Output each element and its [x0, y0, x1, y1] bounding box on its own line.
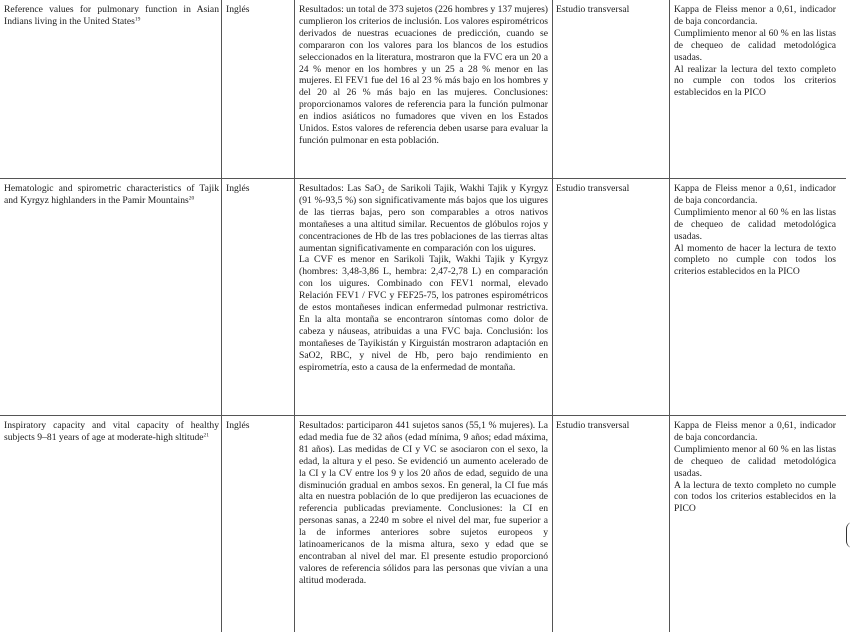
- results-text: Resultados: un total de 373 sujetos (226 hombres y 137 mujeres) cumplieron los criterios de inclusión. Los valores espirométricos derivados de nuestras ecuaciones de predicción, cuando se compararon con los valores para los blancos de los estudios seleccionados en la literatura, mostraron que la FVC era un 20 a 24 % menor en los hombres y un 25 a 28 % menor en las mujeres. El FEV1 fue del 16 al 23 % más bajo en los hombres y del 20 al 26 % más bajo en las mujeres. Conclusiones: proporcionamos valores de referencia para la función pulmonar en indios asiáticos no fumadores que viven en los Estados Unidos. Estos valores de referencia deben usarse para evaluar la función pulmonar en esta población.: [299, 4, 548, 146]
- results-cell: [299, 1, 548, 147]
- quality-note: Al momento de hacer la lectura de texto completo no cumple con todos los criterios establecidos en la PICO: [674, 242, 836, 278]
- row-divider: [0, 415, 846, 416]
- quality-note: Cumplimiento menor al 60 % en las listas de chequeo de calidad metodológica usadas.: [674, 443, 836, 479]
- quality-note: Kappa de Fleiss menor a 0,61, indicador de baja concordancia.: [674, 420, 836, 443]
- quality-note: Cumplimiento menor al 60 % en las listas de chequeo de calidad metodológica usadas.: [674, 27, 836, 63]
- study-title-cell: [4, 417, 219, 444]
- results-cell: [299, 180, 548, 374]
- page-edge-bracket: [846, 522, 850, 548]
- reference-number: 21: [203, 432, 210, 439]
- reference-number: 19: [134, 16, 141, 23]
- study-title: Inspiratory capacity and vital capacity of healthy subjects 9–81 years of age at moderate-high sltitude: [4, 420, 219, 443]
- quality-cell: [674, 180, 836, 278]
- quality-note: Kappa de Fleiss menor a 0,61, indicador de baja concordancia.: [674, 183, 836, 206]
- study-type-cell: Estudio transversal: [556, 183, 630, 194]
- results-text: Resultados: Las SaO₂ de Sarikoli Tajik, Wakhi Tajik y Kyrgyz (91 %-93,5 %) son significativamente más bajos que los uigures de las tierras bajas, pero son comparables a otros nativos montañeses a una altitud similar. Recuentos de glóbulos rojos y concentraciones de Hb de las tres poblaciones de las tierras altas aumentan significativamente en comparación con los uigures.: [299, 183, 548, 254]
- language-cell: Inglés: [226, 4, 250, 15]
- quality-cell: [674, 417, 836, 515]
- quality-note: A la lectura de texto completo no cumple con todos los criterios establecidos en la PICO: [674, 479, 836, 515]
- study-title-cell: [4, 1, 219, 28]
- column-divider: [552, 0, 553, 632]
- column-divider: [294, 0, 295, 632]
- language-cell: Inglés: [226, 420, 250, 431]
- study-title: Reference values for pulmonary function in Asian Indians living in the United States: [4, 4, 219, 27]
- row-divider: [0, 178, 846, 179]
- quality-note: Cumplimiento menor al 60 % en las listas de chequeo de calidad metodológica usadas.: [674, 206, 836, 242]
- column-divider: [669, 0, 670, 632]
- quality-note: Kappa de Fleiss menor a 0,61, indicador de baja concordancia.: [674, 4, 836, 27]
- study-title-cell: [4, 180, 219, 207]
- language-cell: Inglés: [226, 183, 250, 194]
- column-divider: [221, 0, 222, 632]
- results-text: La CVF es menor en Sarikoli Tajik, Wakhi Tajik y Kyrgyz (hombres: 3,48-3,86 L, hembra: 2,47-2,78 L) en comparación con los uigures. Combinado con FEV1 normal, elevado Relación FEV1 / FVC y FEF25-75, los patrones espirométricos de estos montañeses indican enfermedad pulmonar restrictiva. En la alta montaña se encontraron síntomas como dolor de cabeza y náuseas, atribuidas a una FVC baja. Conclusión: los montañeses de Tayikistán y Kirguistán mostraron adaptación en SaO2, RBC, y nivel de Hb, pero bajo rendimiento en espirometría, esto a causa de la enfermedad de montaña.: [299, 254, 548, 373]
- results-text: Resultados: participaron 441 sujetos sanos (55,1 % mujeres). La edad media fue de 32 años (edad mínima, 9 años; edad máxima, 81 años). Las medidas de CI y VC se asociaron con el sexo, la edad, la altura y el peso. Se evidenció un aumento acelerado de la CI y la CV entre los 9 y los 20 años de edad, seguido de una disminución gradual en ambos sexos. En general, la CI fue más alta en nuestra población de lo que predijeron las ecuaciones de referencia publicadas previamente. Conclusiones: la CI en personas sanas, a 2240 m sobre el nivel del mar, fue superior a la de informes anteriores sobre sujetos europeos y latinoamericanos de la misma altura, sexo y edad que se encontraban al nivel del mar. El presente estudio proporcionó valores de referencia sólidos para las personas que vivían a una altitud moderada.: [299, 420, 548, 586]
- reference-number: 20: [188, 195, 195, 202]
- study-title: Hematologic and spirometric characteristics of Tajik and Kyrgyz highlanders in the Pamir Mountains: [4, 183, 219, 206]
- quality-note: Al realizar la lectura del texto completo no cumple con todos los criterios establecidos en la PICO: [674, 63, 836, 99]
- quality-cell: [674, 1, 836, 99]
- results-cell: [299, 417, 548, 587]
- study-type-cell: Estudio transversal: [556, 4, 630, 15]
- study-type-cell: Estudio transversal: [556, 420, 630, 431]
